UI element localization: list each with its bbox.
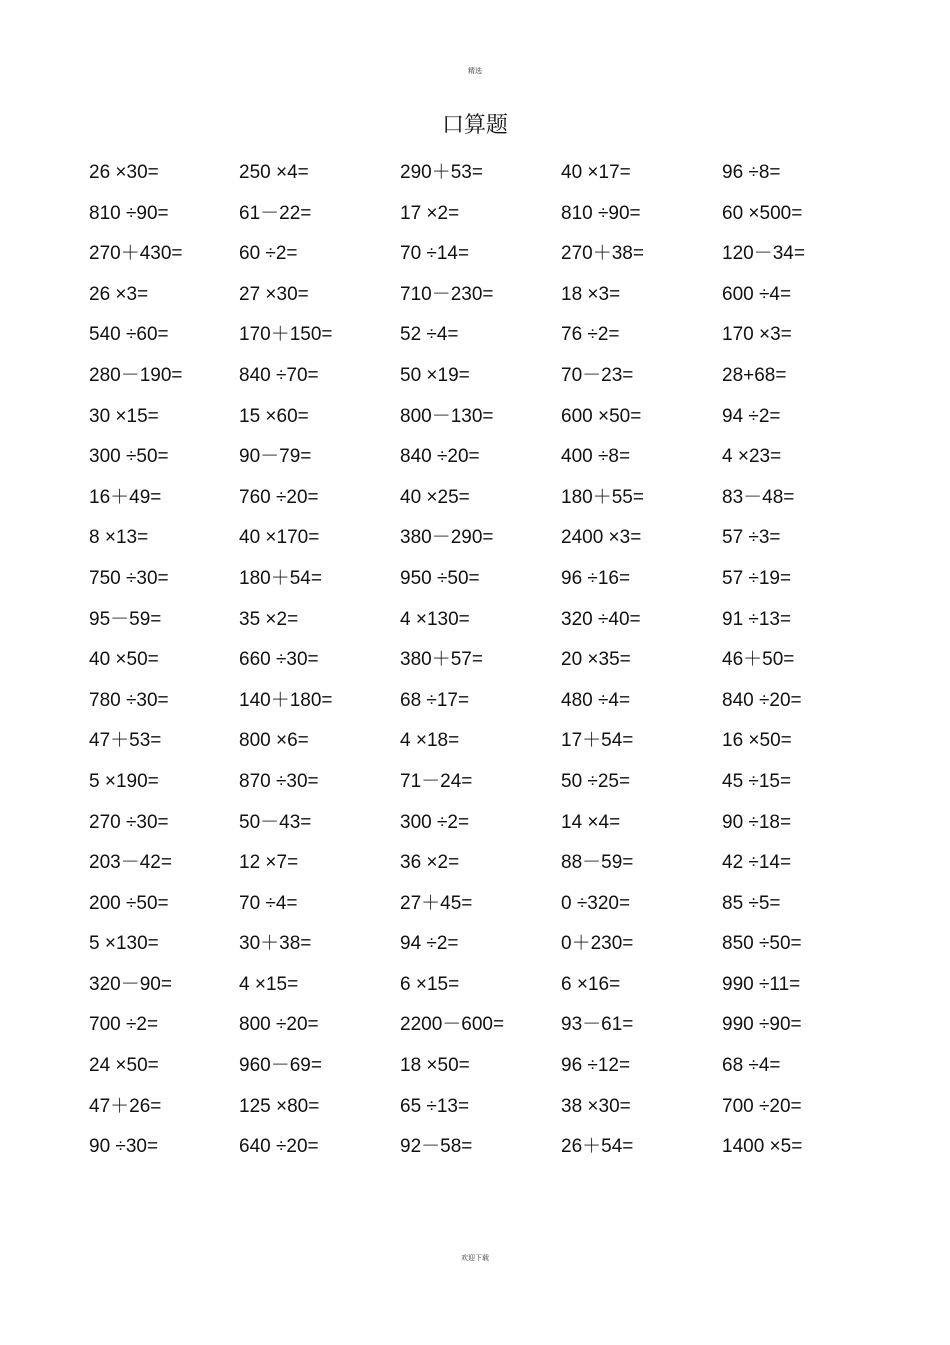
- problem-item: 93－61=: [561, 1014, 634, 1036]
- problem-item: 320－90=: [89, 973, 172, 995]
- page-title: 口算题: [441, 113, 508, 138]
- problem-item: 50 ÷25=: [561, 770, 631, 792]
- problem-item: 60 ×500=: [722, 202, 803, 224]
- problem-item: 800 ×6=: [239, 730, 309, 752]
- problem-item: 40 ×25=: [400, 486, 470, 508]
- problem-item: 68 ÷17=: [400, 689, 470, 711]
- problem-item: 840 ÷20=: [400, 446, 480, 468]
- problem-row: [89, 279, 849, 320]
- problem-item: 320 ÷40=: [561, 608, 641, 630]
- problem-item: 16＋49=: [89, 486, 162, 508]
- problem-item: 90 ÷18=: [722, 811, 792, 833]
- problem-item: 600 ×50=: [561, 405, 642, 427]
- problem-item: 38 ×30=: [561, 1095, 631, 1117]
- problem-item: 6 ×15=: [400, 973, 460, 995]
- problem-item: 26＋54=: [561, 1136, 634, 1158]
- problem-item: 28+68=: [722, 364, 787, 386]
- problem-item: 18 ×3=: [561, 283, 621, 305]
- problem-item: 180＋54=: [239, 567, 322, 589]
- problem-row: [89, 847, 849, 888]
- problem-item: 1400 ×5=: [722, 1136, 803, 1158]
- problem-item: 57 ÷3=: [722, 527, 781, 549]
- problem-item: 40 ×170=: [239, 527, 320, 549]
- problem-item: 60 ÷2=: [239, 243, 298, 265]
- problem-item: 50－43=: [239, 811, 312, 833]
- problem-row: [89, 522, 849, 563]
- problem-item: 85 ÷5=: [722, 892, 781, 914]
- problem-item: 170＋150=: [239, 324, 333, 346]
- problem-item: 96 ÷16=: [561, 567, 631, 589]
- problem-item: 12 ×7=: [239, 852, 299, 874]
- problem-item: 800－130=: [400, 405, 494, 427]
- problem-item: 45 ÷15=: [722, 770, 792, 792]
- problem-item: 40 ×17=: [561, 162, 631, 183]
- problem-item: 380＋57=: [400, 649, 483, 671]
- problem-row: [89, 969, 849, 1010]
- problem-item: 480 ÷4=: [561, 689, 631, 711]
- problem-item: 270＋38=: [561, 243, 644, 265]
- problem-item: 300 ÷50=: [89, 446, 169, 468]
- problem-item: 42 ÷14=: [722, 852, 792, 874]
- problem-row: [89, 1050, 849, 1091]
- problem-item: 300 ÷2=: [400, 811, 470, 833]
- problem-item: 4 ×15=: [239, 973, 299, 995]
- problem-row: [89, 401, 849, 442]
- problem-item: 203－42=: [89, 852, 172, 874]
- problem-item: 61－22=: [239, 202, 312, 224]
- problem-item: 8 ×13=: [89, 527, 149, 549]
- problem-item: 700 ÷2=: [89, 1014, 159, 1036]
- problem-item: 15 ×60=: [239, 405, 309, 427]
- problem-item: 14 ×4=: [561, 811, 621, 833]
- problem-row: [89, 238, 849, 279]
- problem-item: 4 ×23=: [722, 446, 782, 468]
- problem-item: 95－59=: [89, 608, 162, 630]
- problem-row: [89, 685, 849, 726]
- problem-item: 950 ÷50=: [400, 567, 480, 589]
- problem-item: 65 ÷13=: [400, 1095, 470, 1117]
- problem-item: 70 ÷14=: [400, 243, 470, 265]
- problem-item: 96 ÷8=: [722, 162, 781, 183]
- problem-item: 780 ÷30=: [89, 689, 169, 711]
- problem-item: 400 ÷8=: [561, 446, 631, 468]
- problem-item: 990 ÷11=: [722, 973, 801, 995]
- problem-item: 4 ×130=: [400, 608, 470, 630]
- problem-grid: [89, 157, 849, 1172]
- problem-item: 30 ×15=: [89, 405, 159, 427]
- problem-item: 70－23=: [561, 364, 634, 386]
- problem-item: 280－190=: [89, 364, 183, 386]
- problem-item: 290＋53=: [400, 162, 483, 183]
- footer-watermark: 欢迎下载: [461, 1254, 489, 1262]
- problem-item: 20 ×35=: [561, 649, 631, 671]
- problem-row: [89, 725, 849, 766]
- problem-item: 18 ×50=: [400, 1055, 470, 1077]
- problem-item: 810 ÷90=: [561, 202, 641, 224]
- problem-item: 800 ÷20=: [239, 1014, 319, 1036]
- problem-row: [89, 604, 849, 645]
- problem-item: 68 ÷4=: [722, 1055, 781, 1077]
- problem-row: [89, 319, 849, 360]
- problem-item: 40 ×50=: [89, 649, 159, 671]
- problem-item: 180＋55=: [561, 486, 644, 508]
- problem-item: 90－79=: [239, 446, 312, 468]
- problem-item: 870 ÷30=: [239, 770, 319, 792]
- problem-item: 850 ÷50=: [722, 933, 802, 955]
- problem-row: [89, 198, 849, 239]
- problem-item: 840 ÷20=: [722, 689, 802, 711]
- problem-row: [89, 360, 849, 401]
- problem-item: 710－230=: [400, 283, 494, 305]
- problem-item: 2200－600=: [400, 1014, 505, 1036]
- problem-item: 36 ×2=: [400, 852, 460, 874]
- problem-item: 96 ÷12=: [561, 1055, 631, 1077]
- problem-item: 17 ×2=: [400, 202, 460, 224]
- problem-item: 27 ×30=: [239, 283, 309, 305]
- problem-item: 125 ×80=: [239, 1095, 320, 1117]
- problem-item: 700 ÷20=: [722, 1095, 802, 1117]
- problem-item: 91 ÷13=: [722, 608, 792, 630]
- problem-item: 600 ÷4=: [722, 283, 792, 305]
- problem-item: 380－290=: [400, 527, 494, 549]
- problem-item: 94 ÷2=: [400, 933, 459, 955]
- problem-item: 0＋230=: [561, 933, 634, 955]
- problem-item: 26 ×3=: [89, 283, 149, 305]
- problem-item: 35 ×2=: [239, 608, 299, 630]
- problem-item: 26 ×30=: [89, 162, 159, 183]
- problem-item: 640 ÷20=: [239, 1136, 319, 1158]
- problem-row: [89, 928, 849, 969]
- problem-item: 83－48=: [722, 486, 795, 508]
- problem-item: 270＋430=: [89, 243, 183, 265]
- problem-item: 92－58=: [400, 1136, 473, 1158]
- problem-item: 76 ÷2=: [561, 324, 620, 346]
- problem-item: 17＋54=: [561, 730, 634, 752]
- problem-item: 94 ÷2=: [722, 405, 781, 427]
- problem-row: [89, 644, 849, 685]
- problem-item: 24 ×50=: [89, 1055, 159, 1077]
- problem-item: 50 ×19=: [400, 364, 470, 386]
- problem-item: 30＋38=: [239, 933, 312, 955]
- problem-item: 170 ×3=: [722, 324, 792, 346]
- problem-item: 70 ÷4=: [239, 892, 298, 914]
- problem-row: [89, 807, 849, 848]
- problem-item: 120－34=: [722, 243, 805, 265]
- problem-item: 0 ÷320=: [561, 892, 631, 914]
- problem-item: 46＋50=: [722, 649, 795, 671]
- problem-row: [89, 563, 849, 604]
- problem-item: 990 ÷90=: [722, 1014, 802, 1036]
- problem-item: 840 ÷70=: [239, 364, 319, 386]
- problem-row: [89, 441, 849, 482]
- problem-row: [89, 1131, 849, 1172]
- problem-row: [89, 482, 849, 523]
- problem-item: 71－24=: [400, 770, 473, 792]
- problem-item: 47＋53=: [89, 730, 162, 752]
- problem-item: 960－69=: [239, 1055, 322, 1077]
- problem-item: 27＋45=: [400, 892, 473, 914]
- problem-item: 52 ÷4=: [400, 324, 459, 346]
- problem-item: 200 ÷50=: [89, 892, 169, 914]
- problem-item: 5 ×130=: [89, 933, 159, 955]
- problem-item: 540 ÷60=: [89, 324, 169, 346]
- problem-item: 2400 ×3=: [561, 527, 642, 549]
- problem-item: 57 ÷19=: [722, 567, 792, 589]
- problem-item: 47＋26=: [89, 1095, 162, 1117]
- problem-row: [89, 766, 849, 807]
- problem-item: 6 ×16=: [561, 973, 621, 995]
- problem-item: 750 ÷30=: [89, 567, 169, 589]
- problem-item: 660 ÷30=: [239, 649, 319, 671]
- problem-row: [89, 1091, 849, 1132]
- problem-item: 16 ×50=: [722, 730, 792, 752]
- problem-item: 90 ÷30=: [89, 1136, 159, 1158]
- problem-item: 4 ×18=: [400, 730, 460, 752]
- problem-item: 5 ×190=: [89, 770, 159, 792]
- problem-row: [89, 888, 849, 929]
- problem-item: 250 ×4=: [239, 162, 309, 183]
- problem-row: [89, 1009, 849, 1050]
- problem-item: 270 ÷30=: [89, 811, 169, 833]
- problem-item: 88－59=: [561, 852, 634, 874]
- problem-item: 810 ÷90=: [89, 202, 169, 224]
- header-watermark: 精选: [468, 67, 482, 75]
- problem-item: 760 ÷20=: [239, 486, 319, 508]
- problem-item: 140＋180=: [239, 689, 333, 711]
- problem-row: [89, 157, 849, 198]
